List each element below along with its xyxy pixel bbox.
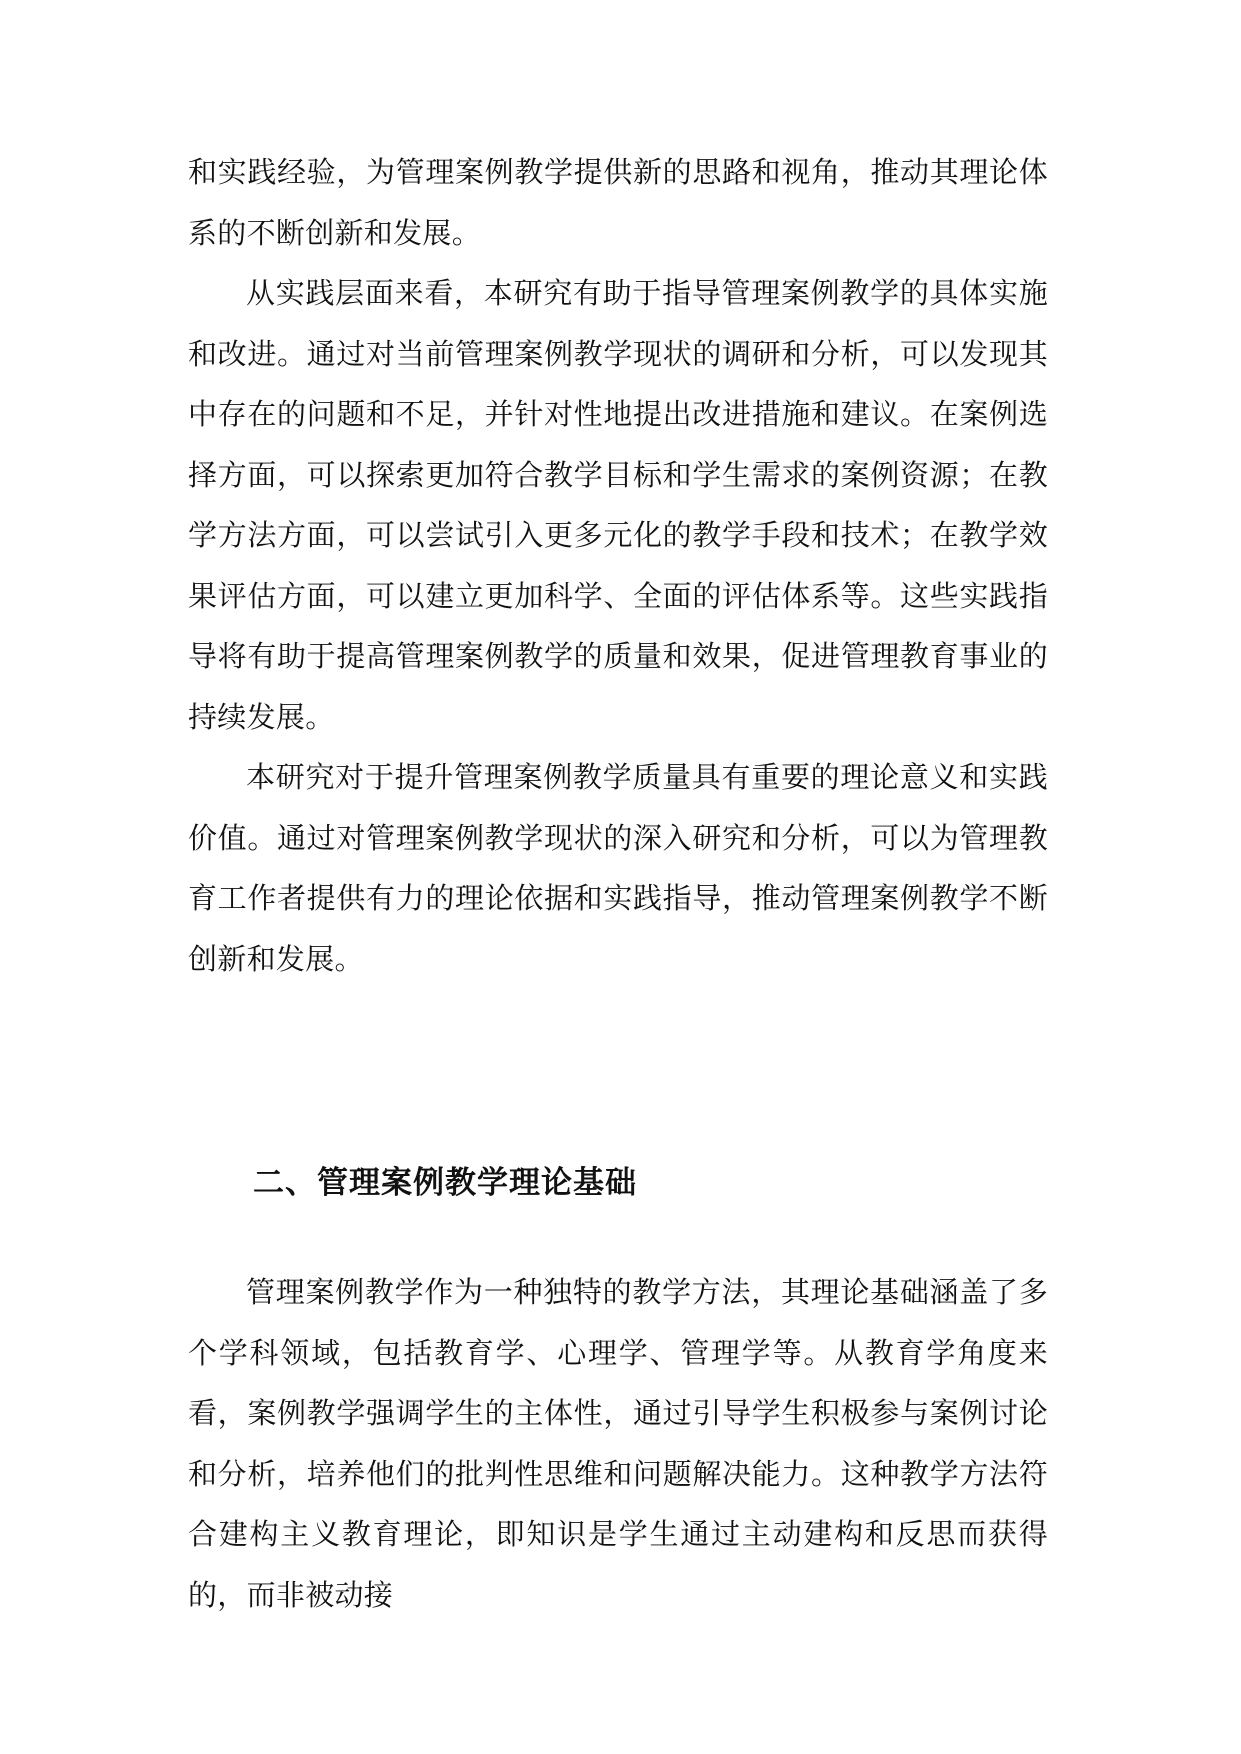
section-heading: 二、管理案例教学理论基础: [253, 1165, 637, 1201]
paragraph-significance: [188, 747, 1048, 989]
paragraph-continuation: [188, 142, 1048, 263]
paragraph-practice: [188, 263, 1048, 747]
paragraph-4: 管理案例教学作为一种独特的教学方法，其理论基础涵盖了多个学科领域，包括教育学、心理学、管理学等。从教育学角度来看，案例教学强调学生的主体性，通过引导学生积极参与案例讨论和分析，培养他们的批判性思维和问题解决能力。这种教学方法符合建构主义教育理论，即知识是学生通过主动建构和反思而获得的，而非被动接: [188, 1275, 1048, 1612]
paragraph-theory: [188, 1262, 1048, 1625]
paragraph-3: 本研究对于提升管理案例教学质量具有重要的理论意义和实践价值。通过对管理案例教学现状的深入研究和分析，可以为管理教育工作者提供有力的理论依据和实践指导，推动管理案例教学不断创新和发展。: [188, 760, 1048, 976]
paragraph-2: 从实践层面来看，本研究有助于指导管理案例教学的具体实施和改进。通过对当前管理案例教学现状的调研和分析，可以发现其中存在的问题和不足，并针对性地提出改进措施和建议。在案例选择方面，可以探索更加符合教学目标和学生需求的案例资源；在教学方法方面，可以尝试引入更多元化的教学手段和技术；在教学效果评估方面，可以建立更加科学、全面的评估体系等。这些实践指导将有助于提高管理案例教学的质量和效果，促进管理教育事业的持续发展。: [188, 276, 1048, 734]
paragraph-1: 和实践经验，为管理案例教学提供新的思路和视角，推动其理论体系的不断创新和发展。: [188, 155, 1048, 250]
